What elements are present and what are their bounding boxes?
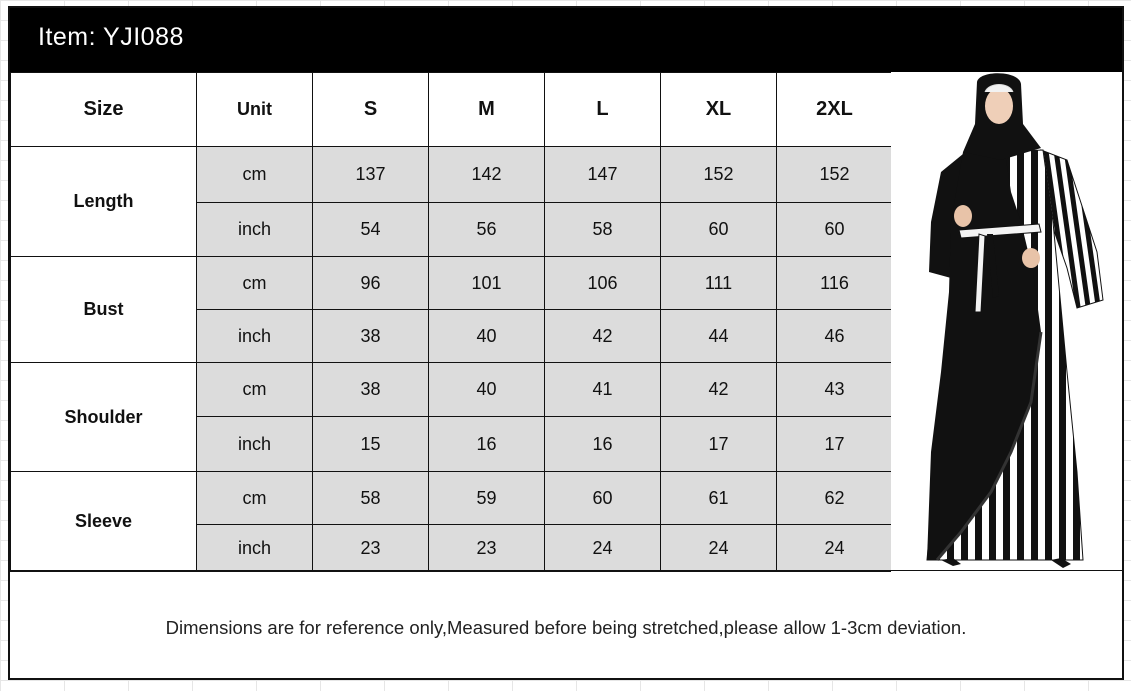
table-row	[11, 363, 893, 417]
value-cell: 16	[545, 417, 661, 472]
unit-cell: cm	[197, 363, 313, 417]
value-cell: 40	[429, 310, 545, 363]
value-cell: 152	[777, 147, 893, 203]
value-cell: 147	[545, 147, 661, 203]
model-figure	[891, 72, 1122, 572]
size-xl-header: XL	[661, 73, 777, 147]
value-cell: 60	[777, 203, 893, 257]
value-cell: 61	[661, 472, 777, 525]
value-cell: 23	[429, 525, 545, 572]
value-cell: 44	[661, 310, 777, 363]
value-cell: 58	[313, 472, 429, 525]
unit-cell: cm	[197, 257, 313, 310]
value-cell: 42	[661, 363, 777, 417]
value-cell: 24	[777, 525, 893, 572]
value-cell: 24	[661, 525, 777, 572]
value-cell: 16	[429, 417, 545, 472]
measure-label: Sleeve	[11, 472, 197, 572]
unit-cell: inch	[197, 310, 313, 363]
value-cell: 38	[313, 363, 429, 417]
value-cell: 56	[429, 203, 545, 257]
value-cell: 111	[661, 257, 777, 310]
table-header-row	[11, 73, 893, 147]
value-cell: 106	[545, 257, 661, 310]
size-m-header: M	[429, 73, 545, 147]
value-cell: 60	[545, 472, 661, 525]
table-row	[11, 147, 893, 203]
value-cell: 54	[313, 203, 429, 257]
value-cell: 40	[429, 363, 545, 417]
value-cell: 96	[313, 257, 429, 310]
value-cell: 24	[545, 525, 661, 572]
item-header	[10, 8, 1122, 72]
value-cell: 43	[777, 363, 893, 417]
value-cell: 46	[777, 310, 893, 363]
value-cell: 42	[545, 310, 661, 363]
unit-cell: cm	[197, 472, 313, 525]
value-cell: 17	[661, 417, 777, 472]
value-cell: 38	[313, 310, 429, 363]
value-cell: 62	[777, 472, 893, 525]
size-table	[10, 72, 893, 572]
unit-cell: inch	[197, 203, 313, 257]
value-cell: 60	[661, 203, 777, 257]
value-cell: 41	[545, 363, 661, 417]
size-chart	[8, 6, 1124, 680]
value-cell: 152	[661, 147, 777, 203]
size-l-header: L	[545, 73, 661, 147]
unit-header: Unit	[197, 73, 313, 147]
footer-note-area	[10, 570, 1122, 679]
disclaimer-text: Dimensions are for reference only,Measured before being stretched,please allow 1-3cm deviation.	[165, 617, 967, 638]
table-row	[11, 472, 893, 525]
value-cell: 142	[429, 147, 545, 203]
table-row	[11, 257, 893, 310]
unit-cell: inch	[197, 417, 313, 472]
value-cell: 23	[313, 525, 429, 572]
measure-label: Bust	[11, 257, 197, 363]
value-cell: 58	[545, 203, 661, 257]
value-cell: 15	[313, 417, 429, 472]
value-cell: 17	[777, 417, 893, 472]
unit-cell: cm	[197, 147, 313, 203]
value-cell: 116	[777, 257, 893, 310]
product-photo	[891, 72, 1122, 572]
item-title: Item: YJI088	[38, 23, 184, 51]
value-cell: 101	[429, 257, 545, 310]
unit-cell: inch	[197, 525, 313, 572]
size-header: Size	[11, 73, 197, 147]
measure-label: Length	[11, 147, 197, 257]
measure-label: Shoulder	[11, 363, 197, 472]
value-cell: 59	[429, 472, 545, 525]
size-2xl-header: 2XL	[777, 73, 893, 147]
size-s-header: S	[313, 73, 429, 147]
value-cell: 137	[313, 147, 429, 203]
